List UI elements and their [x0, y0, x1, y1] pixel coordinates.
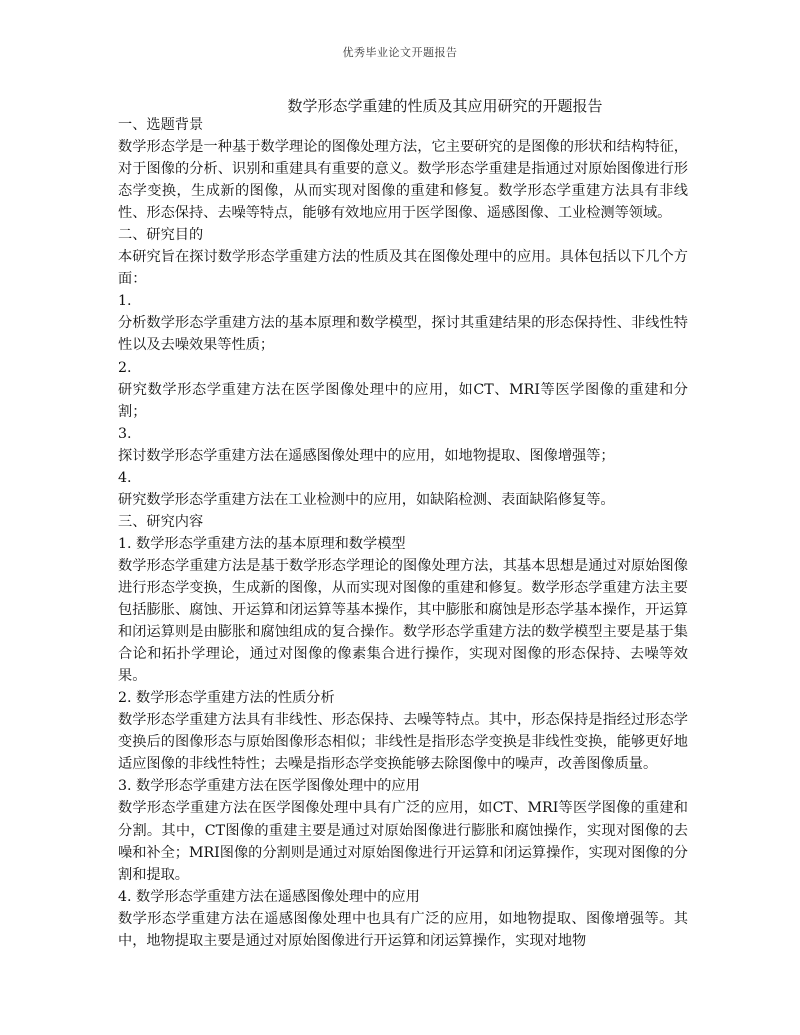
- section-heading-content: 三、研究内容: [118, 513, 204, 530]
- section-heading-purpose: 二、研究目的: [118, 227, 204, 244]
- purpose-item-number: 2.: [118, 359, 132, 376]
- subsection-heading: 1. 数学形态学重建方法的基本原理和数学模型: [118, 535, 406, 552]
- purpose-paragraph: 本研究旨在探讨数学形态学重建方法的性质及其在图像处理中的应用。具体包括以下几个方面：: [118, 249, 688, 288]
- subsection-paragraph: 数学形态学重建方法具有非线性、形态保持、去噪等特点。其中，形态保持是指经过形态学变换后的图像形态与原始图像形态相似；非线性是指形态学变换是非线性变换，能够更好地适应图像的非线性特性；去噪是指形态学变换能够去除图像中的噪声，改善图像质量。: [118, 712, 688, 773]
- purpose-item-text: 研究数学形态学重建方法在医学图像处理中的应用，如CT、MRI等医学图像的重建和分割；: [118, 381, 688, 420]
- purpose-item-text: 研究数学形态学重建方法在工业检测中的应用，如缺陷检测、表面缺陷修复等。: [118, 491, 615, 508]
- subsection-heading: 3. 数学形态学重建方法在医学图像处理中的应用: [118, 778, 420, 795]
- subsection-heading: 2. 数学形态学重建方法的性质分析: [118, 690, 335, 707]
- document-title: 数学形态学重建的性质及其应用研究的开题报告: [287, 97, 603, 115]
- section-heading-background: 一、选题背景: [118, 117, 204, 133]
- page-header: 优秀毕业论文开题报告: [342, 46, 458, 59]
- purpose-item-number: 1.: [118, 293, 132, 310]
- purpose-item-text: 探讨数学形态学重建方法在遥感图像处理中的应用，如地物提取、图像增强等；: [118, 447, 615, 464]
- subsection-paragraph: 数学形态学重建方法在遥感图像处理中也具有广泛的应用，如地物提取、图像增强等。其中，地物提取主要是通过对原始图像进行开运算和闭运算操作，实现对地物: [118, 910, 688, 949]
- document-body: [118, 114, 688, 952]
- purpose-item-number: 3.: [118, 425, 132, 442]
- purpose-item-text: 分析数学形态学重建方法的基本原理和数学模型，探讨其重建结果的形态保持性、非线性特性以及去噪效果等性质；: [118, 315, 688, 354]
- subsection-paragraph: 数学形态学重建方法是基于数学形态学理论的图像处理方法，其基本思想是通过对原始图像进行形态学变换，生成新的图像，从而实现对图像的重建和修复。数学形态学重建方法主要包括膨胀、腐蚀、开运算和闭运算等基本操作，其中膨胀和腐蚀是形态学基本操作，开运算和闭运算则是由膨胀和腐蚀组成的复合操作。数学形态学重建方法的数学模型主要是基于集合论和拓扑学理论，通过对图像的像素集合进行操作，实现对图像的形态保持、去噪等效果。: [118, 557, 688, 685]
- background-paragraph: 数学形态学是一种基于数学理论的图像处理方法，它主要研究的是图像的形状和结构特征，对于图像的分析、识别和重建具有重要的意义。数学形态学重建是指通过对原始图像进行形态学变换，生成新的图像，从而实现对图像的重建和修复。数学形态学重建方法具有非线性、形态保持、去噪等特点，能够有效地应用于医学图像、遥感图像、工业检测等领域。: [118, 139, 688, 222]
- purpose-item-number: 4.: [118, 469, 132, 486]
- subsection-heading: 4. 数学形态学重建方法在遥感图像处理中的应用: [118, 888, 420, 905]
- subsection-paragraph: 数学形态学重建方法在医学图像处理中具有广泛的应用，如CT、MRI等医学图像的重建和分割。其中，CT图像的重建主要是通过对原始图像进行膨胀和腐蚀操作，实现对图像的去噪和补全；MRI图像的分割则是通过对原始图像进行开运算和闭运算操作，实现对图像的分割和提取。: [118, 800, 688, 883]
